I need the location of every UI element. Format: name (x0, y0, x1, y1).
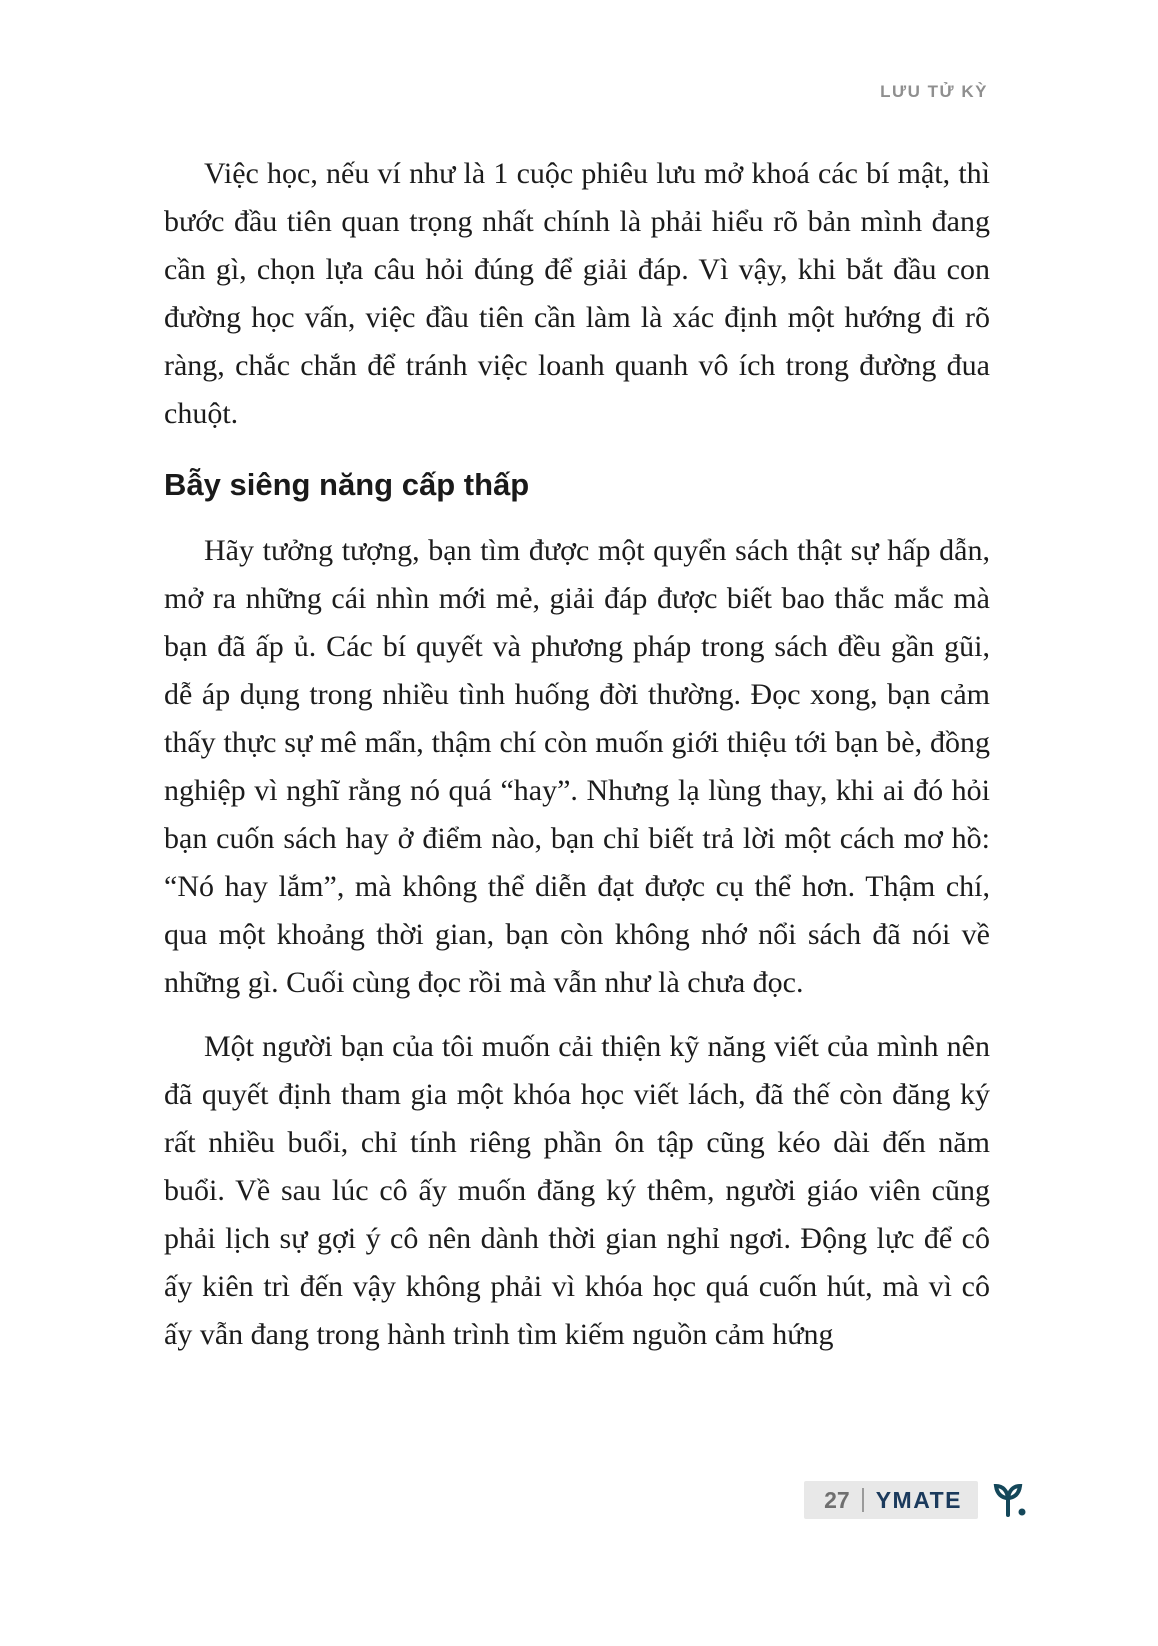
footer-badge (804, 1481, 978, 1519)
paragraph: Một người bạn của tôi muốn cải thiện kỹ năng viết của mình nên đã quyết định tham gia một khóa học viết lách, đã thế còn đăng ký rất nhiều buổi, chỉ tính riêng phần ôn tập cũng kéo dài đến năm buổi. Về sau lúc cô ấy muốn đăng ký thêm, người giáo viên cũng phải lịch sự gợi ý cô nên dành thời gian nghỉ ngơi. Động lực để cô ấy kiên trì đến vậy không phải vì khóa học quá cuốn hút, mà vì cô ấy vẫn đang trong hành trình tìm kiếm nguồn cảm hứng (164, 1030, 990, 1352)
running-head-author: LƯU TỬ KỲ (880, 82, 988, 101)
footer-divider (862, 1488, 864, 1512)
section-heading: Bẫy siêng năng cấp thấp (164, 467, 530, 502)
ymate-sprout-logo-icon (988, 1481, 1030, 1519)
paragraph: Việc học, nếu ví như là 1 cuộc phiêu lưu mở khoá các bí mật, thì bước đầu tiên quan trọng nhất chính là phải hiểu rõ bản mình đang cần gì, chọn lựa câu hỏi đúng để giải đáp. Vì vậy, khi bắt đầu con đường học vấn, việc đầu tiên cần làm là xác định một hướng đi rõ ràng, chắc chắn để tránh việc loanh quanh vô ích trong đường đua chuột. (164, 157, 990, 430)
page-footer (804, 1481, 1030, 1519)
page-body (164, 150, 990, 1375)
brand-name: YMATE (875, 1486, 962, 1513)
page-number: 27 (824, 1486, 850, 1513)
paragraph: Hãy tưởng tượng, bạn tìm được một quyển sách thật sự hấp dẫn, mở ra những cái nhìn mới mẻ, giải đáp được biết bao thắc mắc mà bạn đã ấp ủ. Các bí quyết và phương pháp trong sách đều gần gũi, dễ áp dụng trong nhiều tình huống đời thường. Đọc xong, bạn cảm thấy thực sự mê mẩn, thậm chí còn muốn giới thiệu tới bạn bè, đồng nghiệp vì nghĩ rằng nó quá “hay”. Nhưng lạ lùng thay, khi ai đó hỏi bạn cuốn sách hay ở điểm nào, bạn chỉ biết trả lời một cách mơ hồ: “Nó hay lắm”, mà không thể diễn đạt được cụ thể hơn. Thậm chí, qua một khoảng thời gian, bạn còn không nhớ nổi sách đã nói về những gì. Cuối cùng đọc rồi mà vẫn như là chưa đọc. (164, 534, 990, 1000)
